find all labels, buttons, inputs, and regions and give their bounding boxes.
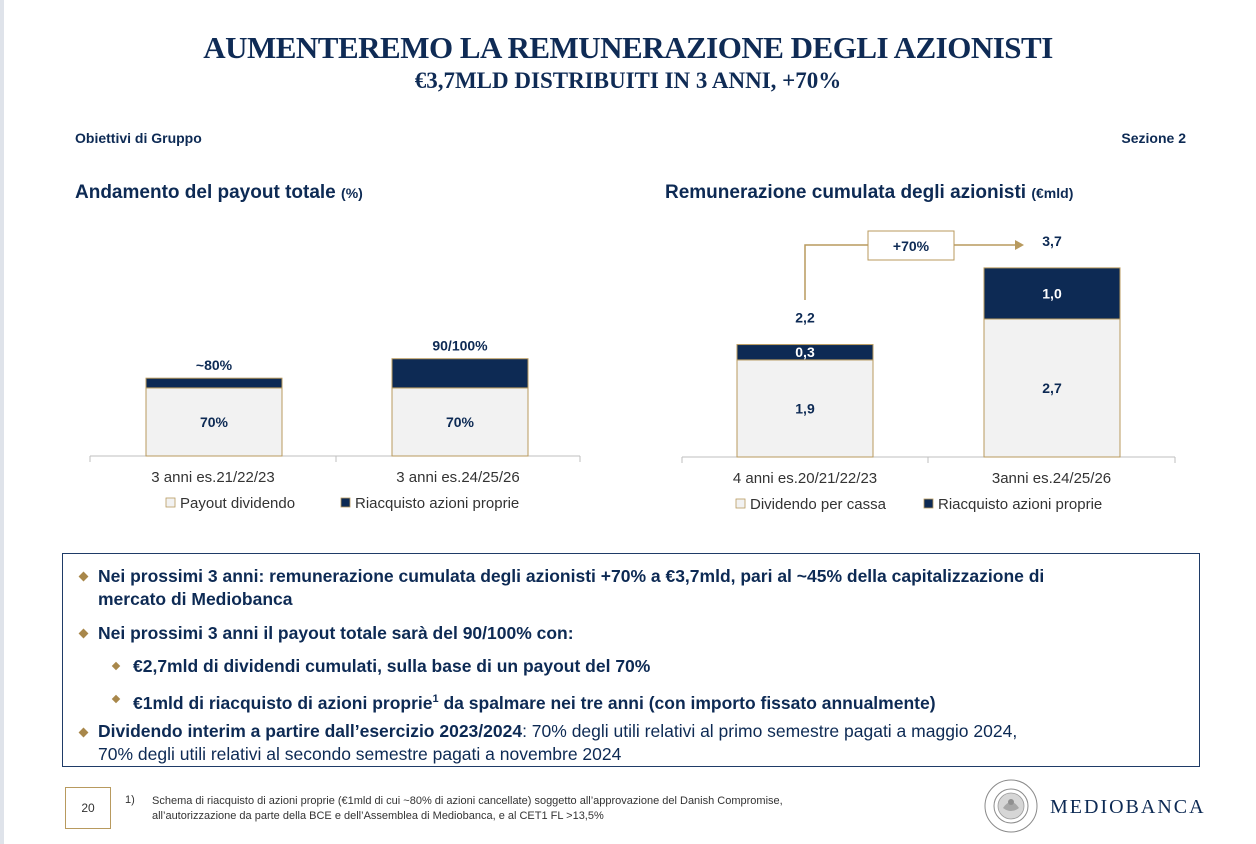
legend-swatch [341, 498, 350, 507]
chart2-remuneration [670, 225, 1190, 525]
x-tick-label: 3 anni es.24/25/26 [396, 469, 520, 486]
bullet-diamond-icon [79, 728, 89, 738]
bar-value-label: 70% [199, 413, 229, 430]
sub-bullet-diamond-icon [112, 662, 120, 670]
bar-value-label: 0,3 [795, 344, 815, 361]
bar-total-label: 90/100% [432, 337, 488, 354]
x-tick-label: 3 anni es.21/22/23 [151, 469, 275, 486]
bullet-3-text-2: 70% degli utili relativi al secondo semestre pagati a novembre 2024 [98, 744, 622, 764]
footnote-line-2: all’autorizzazione da parte della BCE e dell’Assemblea di Mediobanca, e al CET1 FL >13,5% [152, 810, 604, 822]
footnote [152, 794, 972, 824]
legend-label: Payout dividendo [180, 495, 296, 512]
bullet-diamond-icon [79, 572, 89, 582]
bullet-3 [98, 720, 1193, 766]
footnote-number: 1) [125, 794, 135, 806]
bullet-1 [98, 565, 1188, 611]
x-tick-label: 3anni es.24/25/26 [991, 470, 1112, 487]
bullet-2b [133, 688, 1183, 715]
growth-arrow-head-icon [1015, 240, 1024, 250]
legend-label: Riacquisto azioni proprie [355, 495, 520, 512]
bar-segment-buyback [146, 378, 282, 388]
bullet-2b-text: €1mld di riacquisto di azioni proprie [133, 692, 433, 713]
bullet-2-text: Nei prossimi 3 anni il payout totale sarà del 90/100% con: [98, 623, 574, 643]
bar-value-label: 70% [445, 413, 475, 430]
legend-swatch [166, 498, 175, 507]
section-left-label: Obiettivi di Gruppo [75, 130, 202, 146]
bar-value-label: 1,0 [1042, 285, 1062, 302]
bullet-3-text: : 70% degli utili relativi al primo semestre pagati a maggio 2024, [522, 721, 1018, 741]
chart2-title [665, 182, 1073, 204]
bullet-2b-text-rest: da spalmare nei tre anni (con importo fissato annualmente) [438, 692, 936, 713]
chart1-title-text: Andamento del payout totale [75, 182, 336, 203]
section-right-label: Sezione 2 [1121, 130, 1186, 146]
chart1-payout [80, 280, 600, 520]
chart2-title-text: Remunerazione cumulata degli azionisti [665, 182, 1027, 203]
legend-swatch [924, 499, 933, 508]
bullet-1-text: Nei prossimi 3 anni: remunerazione cumulata degli azionisti +70% a €3,7mld, pari al ~45% della capitalizzazione di [98, 566, 1045, 586]
bullet-3-bold: Dividendo interim a partire dall’esercizio 2023/2024 [98, 721, 523, 741]
bullet-diamond-icon [79, 629, 89, 639]
x-tick-label: 4 anni es.20/21/22/23 [732, 470, 878, 487]
page-subtitle: €3,7MLD DISTRIBUITI IN 3 ANNI, +70% [414, 68, 842, 93]
bar-total-label: 2,2 [795, 309, 815, 326]
legend-swatch [736, 499, 745, 508]
bar-value-label: 1,9 [795, 400, 815, 417]
sub-bullet-diamond-icon [112, 695, 120, 703]
key-points-box [62, 553, 1200, 767]
left-edge-strip [0, 0, 4, 844]
growth-annotation-label: +70% [892, 238, 930, 254]
bullet-2 [98, 622, 1188, 645]
chart1-unit: (%) [341, 185, 363, 201]
bar-value-label: 2,7 [1042, 380, 1062, 396]
legend-label: Riacquisto azioni proprie [938, 496, 1103, 513]
bullet-1-text-2: mercato di Mediobanca [98, 589, 293, 609]
chart1-title [75, 182, 363, 204]
bar-total-label: ~80% [195, 357, 233, 374]
legend-label: Dividendo per cassa [750, 496, 886, 513]
page-number: 20 [65, 787, 111, 829]
bar-total-label: 3,7 [1042, 232, 1062, 249]
chart2-unit: (€mld) [1031, 185, 1074, 201]
mediobanca-seal-icon [983, 778, 1039, 834]
bullet-2a-text: €2,7mld di dividendi cumulati, sulla base di un payout del 70% [133, 656, 651, 676]
bullet-2a [133, 655, 1183, 678]
bar-segment-buyback [392, 359, 528, 388]
page-title: AUMENTEREMO LA REMUNERAZIONE DEGLI AZIONISTI [203, 30, 1053, 65]
footnote-line-1: Schema di riacquisto di azioni proprie (€1mld di cui ~80% di azioni cancellate) soggetto all’approvazione del Danish Compromise, [152, 795, 783, 807]
footnote-ref: 1 [432, 693, 439, 705]
brand-logo-text: MEDIOBANCA [1050, 796, 1206, 818]
